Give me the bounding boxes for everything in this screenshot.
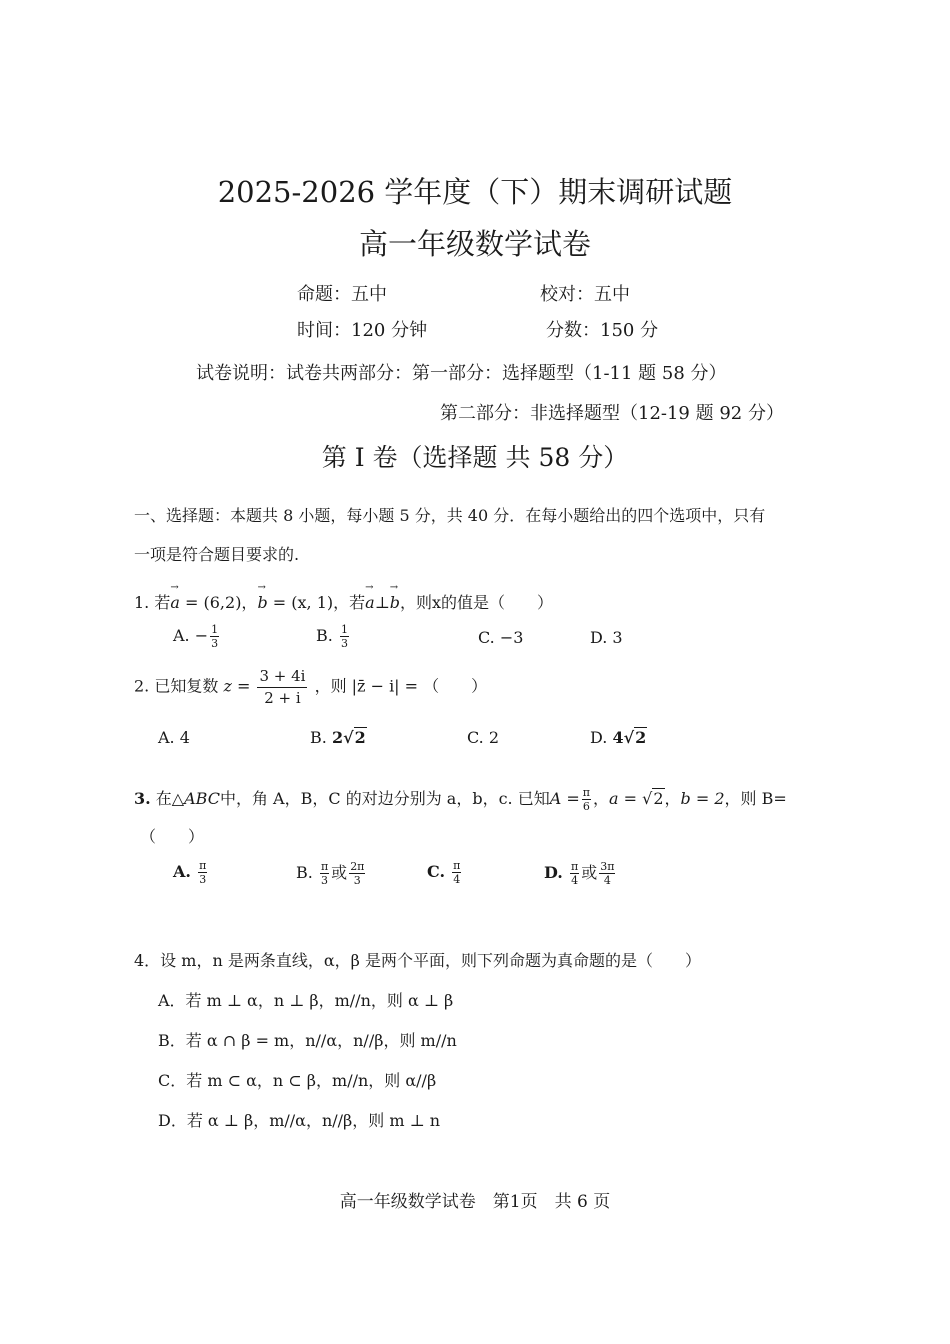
exam-title: 2025-2026 学年度（下）期末调研试题 <box>217 175 733 209</box>
or-text: 或 <box>581 863 598 882</box>
denominator: 3 <box>353 874 361 887</box>
option-d[interactable]: D. 4√2 <box>590 728 647 747</box>
option-label: B. <box>316 626 333 645</box>
question-number: 3. <box>134 789 151 808</box>
denominator: 4 <box>571 874 579 887</box>
numerator: 3 + 4i <box>257 668 307 688</box>
numerator: 1 <box>340 623 348 636</box>
option-d[interactable] <box>544 860 617 886</box>
numerator: 1 <box>211 623 219 636</box>
option-d[interactable]: D．若 α ⊥ β，m//α，n//β，则 m ⊥ n <box>158 1111 441 1130</box>
vector-a: a → <box>365 593 375 612</box>
option-label: C. <box>427 862 446 881</box>
vector-a: a → <box>170 593 180 612</box>
option-b[interactable]: B．若 α ∩ β = m，n//α，n//β，则 m//n <box>158 1031 457 1050</box>
option-c[interactable] <box>427 860 463 885</box>
question-4: 4．设 m，n 是两条直线，α，β 是两个平面，则下列命题为真命题的是（ ） <box>134 951 701 970</box>
question-text: ，则x的值是（ ） <box>399 593 554 612</box>
option-c[interactable]: C．若 m ⊂ α，n ⊂ β，m//n，则 α//β <box>158 1071 437 1090</box>
z-equals: z = <box>223 676 251 696</box>
question-text: = (x, 1)，若 <box>267 593 366 612</box>
instructions-line-1: 试卷说明：试卷共两部分：第一部分：选择题型（1-11 题 58 分） <box>196 363 727 384</box>
question-text: ， <box>664 789 681 808</box>
setter-label: 命题：五中 <box>297 284 387 305</box>
instructions-line-2: 第二部分：非选择题型（12-19 题 92 分） <box>440 403 784 424</box>
question-text: ，则 |z̄ − i| = （ ） <box>314 676 488 696</box>
option-a[interactable] <box>173 860 209 885</box>
denominator: 3 <box>211 637 219 650</box>
option-c[interactable]: C. −3 <box>478 628 524 647</box>
option-b[interactable] <box>296 860 367 886</box>
page-footer: 高一年级数学试卷 第1页 共 6 页 <box>339 1192 611 1212</box>
question-number: 2. <box>134 676 150 696</box>
section-intro-line-2: 一项是符合题目要求的. <box>134 545 300 564</box>
option-label: B. <box>310 728 327 747</box>
angle-a-equals: A = <box>549 789 580 808</box>
radicand: 2 <box>354 728 366 747</box>
section-title: 第 I 卷（选择题 共 58 分） <box>321 443 629 472</box>
question-text: 若 <box>154 593 171 612</box>
option-b[interactable] <box>316 624 351 649</box>
fraction <box>599 861 615 886</box>
numerator: π <box>582 786 590 799</box>
fraction <box>452 860 461 885</box>
question-3: 3. 在△ABC中，角 A，B，C 的对边分别为 a，b，c. 已知A = $\frac{\pi}{6}$ ，a = √2，b = 2，则 B= <box>134 786 787 813</box>
time-label: 时间：120 分钟 <box>297 320 428 341</box>
proofreader-label: 校对：五中 <box>540 284 630 305</box>
radicand: 2 <box>635 728 647 747</box>
fraction <box>349 861 365 886</box>
question-text: ， <box>592 789 609 808</box>
numerator: π <box>570 860 579 873</box>
question-text: = (6,2)， <box>179 593 258 612</box>
question-number: 1. <box>134 593 150 612</box>
denominator: 3 <box>340 637 348 650</box>
option-label: B. <box>296 863 313 882</box>
coefficient: 2 <box>331 728 344 747</box>
denominator: 3 <box>199 873 207 886</box>
numerator: 3π <box>600 860 615 873</box>
option-a[interactable] <box>173 624 221 649</box>
denominator: 6 <box>582 800 590 813</box>
numerator: 2π <box>350 860 365 873</box>
question-text: ，则 B= <box>724 789 787 808</box>
or-text: 或 <box>331 863 348 882</box>
option-label: A. <box>173 626 190 645</box>
fraction <box>340 624 349 649</box>
triangle-name: ABC <box>184 789 220 808</box>
fraction <box>198 860 207 885</box>
radicand: 2 <box>653 789 664 808</box>
question-2 <box>134 668 487 706</box>
fraction <box>320 861 329 886</box>
side-b-equals: b = 2 <box>680 789 725 808</box>
perp-symbol: ⊥ <box>374 593 390 612</box>
score-label: 分数：150 分 <box>546 320 659 341</box>
answer-parentheses: （ ） <box>140 827 205 846</box>
fraction <box>210 624 219 649</box>
option-label: D. <box>544 863 563 882</box>
denominator: 2 + i <box>264 688 301 707</box>
fraction <box>570 861 579 886</box>
question-text: 中，角 A，B，C 的对边分别为 a，b，c. 已知 <box>219 789 550 808</box>
minus-sign: − <box>194 626 209 645</box>
numerator: π <box>199 859 207 872</box>
numerator: π <box>453 859 461 872</box>
option-b[interactable]: B. 2√2 <box>310 728 366 747</box>
option-c[interactable]: C. 2 <box>467 728 500 747</box>
fraction <box>257 668 307 706</box>
denominator: 4 <box>603 874 611 887</box>
option-a[interactable]: A．若 m ⊥ α，n ⊥ β，m//n，则 α ⊥ β <box>158 991 454 1010</box>
side-a-equals: a = <box>609 789 643 808</box>
section-intro-line-1: 一、选择题：本题共 8 小题，每小题 5 分，共 40 分．在每小题给出的四个选项中，只有 <box>134 506 766 525</box>
numerator: π <box>320 860 329 873</box>
question-text: 已知复数 <box>154 676 219 696</box>
fraction <box>582 787 591 812</box>
exam-subtitle: 高一年级数学试卷 <box>358 227 591 261</box>
vector-b: b → <box>390 593 400 612</box>
option-label: D. <box>590 728 608 747</box>
option-a[interactable]: A. 4 <box>158 728 190 747</box>
question-1 <box>134 590 553 613</box>
denominator: 3 <box>321 874 329 887</box>
question-text: 在△ <box>155 789 185 808</box>
coefficient: 4 <box>612 728 624 747</box>
denominator: 4 <box>453 873 461 886</box>
option-label: A. <box>173 862 191 881</box>
option-d[interactable]: D. 3 <box>590 628 623 647</box>
vector-b: b → <box>257 593 267 612</box>
